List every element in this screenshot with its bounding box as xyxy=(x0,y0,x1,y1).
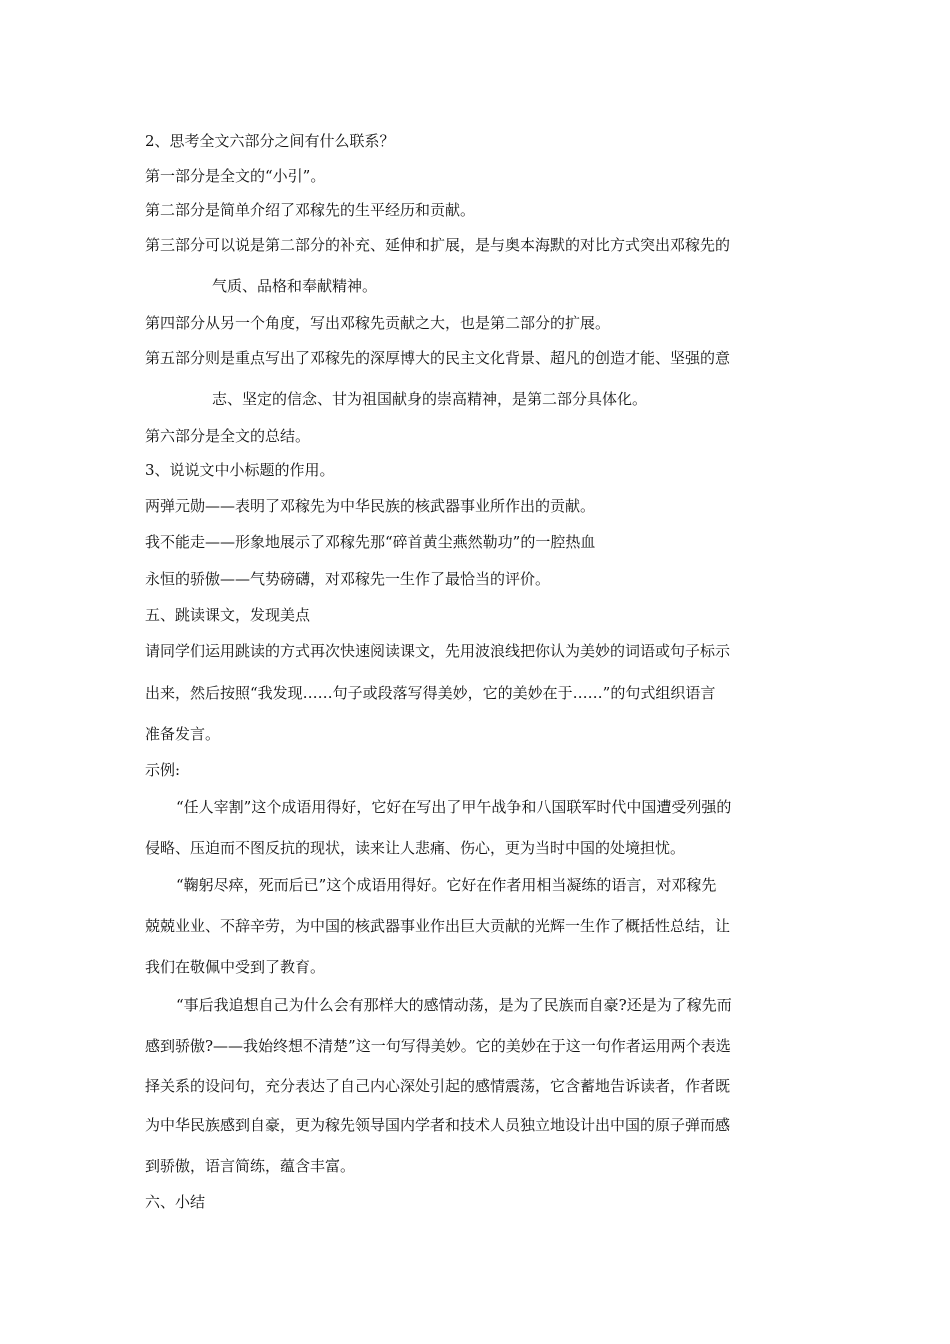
text-line: 侵略、压迫而不图反抗的现状，读来让人悲痛、伤心，更为当时中国的处境担忧。 xyxy=(145,839,686,857)
text-line: 兢兢业业、不辞辛劳，为中国的核武器事业作出巨大贡献的光辉一生作了概括性总结，让 xyxy=(145,917,731,935)
section-heading: 五、跳读课文，发现美点 xyxy=(145,606,311,624)
text-line: “事后我追想自己为什么会有那样大的感情动荡，是为了民族而自豪?还是为了稼先而 xyxy=(176,996,732,1014)
text-line: “鞠躬尽瘁，死而后已”这个成语用得好。它好在作者用相当凝练的语言，对邓稼先 xyxy=(176,876,717,894)
text-line: 第三部分可以说是第二部分的补充、延伸和扩展，是与奥本海默的对比方式突出邓稼先的 xyxy=(145,236,731,254)
question-3: 3、说说文中小标题的作用。 xyxy=(145,461,335,479)
text-line: 择关系的设问句，充分表达了自己内心深处引起的感情震荡，它含蓄地告诉读者，作者既 xyxy=(145,1077,731,1095)
text-line: 我们在敬佩中受到了教育。 xyxy=(145,958,326,976)
text-line: 第五部分则是重点写出了邓稼先的深厚博大的民主文化背景、超凡的创造才能、坚强的意 xyxy=(145,349,731,367)
text-line: “任人宰割”这个成语用得好，它好在写出了甲午战争和八国联军时代中国遭受列强的 xyxy=(176,798,732,816)
text-line: 示例: xyxy=(145,761,181,779)
text-line: 两弹元勋——表明了邓稼先为中华民族的核武器事业所作出的贡献。 xyxy=(145,497,596,515)
section-heading: 六、小结 xyxy=(145,1193,206,1211)
text-line: 永恒的骄傲——气势磅礴，对邓稼先一生作了最恰当的评价。 xyxy=(145,570,551,588)
text-line: 感到骄傲?——我始终想不清楚”这一句写得美妙。它的美妙在于这一句作者运用两个表选 xyxy=(145,1037,731,1055)
text-line: 第二部分是简单介绍了邓稼先的生平经历和贡献。 xyxy=(145,201,476,219)
question-2: 2、思考全文六部分之间有什么联系？ xyxy=(145,132,395,150)
text-line: 第六部分是全文的总结。 xyxy=(145,427,311,445)
text-line: 志、坚定的信念、甘为祖国献身的崇高精神，是第二部分具体化。 xyxy=(212,390,648,408)
text-line: 准备发言。 xyxy=(145,725,221,743)
text-line: 第四部分从另一个角度，写出邓稼先贡献之大，也是第二部分的扩展。 xyxy=(145,314,611,332)
text-line: 到骄傲，语言简练，蕴含丰富。 xyxy=(145,1157,356,1175)
text-line: 我不能走——形象地展示了邓稼先那“碎首黄尘燕然勒功”的一腔热血 xyxy=(145,533,596,551)
text-line: 为中华民族感到自豪，更为稼先领导国内学者和技术人员独立地设计出中国的原子弹而感 xyxy=(145,1116,731,1134)
text-line: 请同学们运用跳读的方式再次快速阅读课文，先用波浪线把你认为美妙的词语或句子标示 xyxy=(145,642,731,660)
text-line: 气质、品格和奉献精神。 xyxy=(212,277,378,295)
text-line: 出来，然后按照“我发现……句子或段落写得美妙，它的美妙在于……”的句式组织语言 xyxy=(145,684,716,702)
text-line: 第一部分是全文的“小引”。 xyxy=(145,167,326,185)
